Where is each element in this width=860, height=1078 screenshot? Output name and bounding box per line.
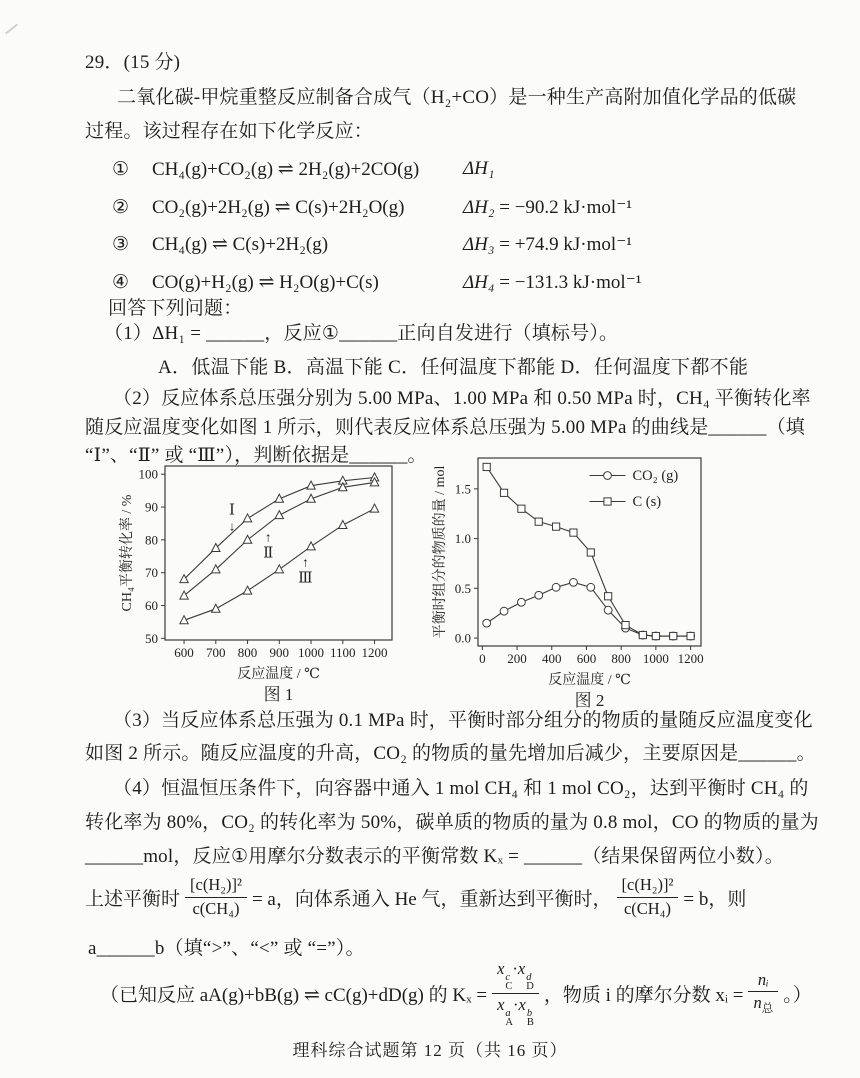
svg-text:50: 50: [145, 630, 158, 646]
svg-text:反应温度 / ℃: 反应温度 / ℃: [548, 673, 631, 688]
svg-text:0: 0: [479, 651, 486, 666]
svg-text:Ⅱ: Ⅱ: [263, 545, 274, 562]
svg-text:↑: ↑: [302, 554, 309, 570]
reaction-row: [112, 196, 792, 219]
svg-text:↑: ↑: [264, 529, 272, 545]
figure-1-chart: [117, 450, 417, 712]
kx-prefix: （已知反应 aA(g)+bB(g) ⇌ cC(g)+dD(g) 的 Kₓ =: [100, 984, 488, 1006]
svg-text:CH₄平衡转化率 / %: CH₄平衡转化率 / %: [120, 494, 135, 612]
svg-text:平衡时组分的物质的量 / mol: 平衡时组分的物质的量 / mol: [433, 465, 448, 639]
kx-definition-line: [100, 958, 812, 1028]
ratio-mid: = a，向体系通入 He 气，重新达到平衡时，: [251, 888, 612, 910]
svg-text:60: 60: [145, 598, 158, 614]
reaction-enthalpy: ΔH₁: [463, 158, 495, 179]
ratio-prefix: 上述平衡时: [85, 888, 181, 910]
svg-text:800: 800: [237, 645, 258, 660]
svg-text:400: 400: [542, 651, 562, 666]
svg-text:90: 90: [145, 499, 158, 515]
svg-text:100: 100: [138, 466, 158, 482]
reaction-number: ④: [112, 272, 130, 293]
question-1: （1）ΔH₁ = ______，反应①______正向自发进行（填标号）。: [104, 323, 619, 344]
svg-text:0.5: 0.5: [454, 580, 471, 596]
intro-line-1: 二氧化碳-甲烷重整反应制备合成气（H₂+CO）是一种生产高附加值化学品的低碳: [117, 87, 797, 108]
question-2-line-1: （2）反应体系总压强分别为 5.00 MPa、1.00 MPa 和 0.50 MPa 时，CH₄ 平衡转化率: [113, 388, 811, 409]
answer-prompt: 回答下列问题：: [108, 298, 243, 319]
h2-ch4-fraction: $\frac{\text{[c(H₂)]²}}{\text{c(CH₄)}}$: [617, 875, 679, 919]
svg-text:0.0: 0.0: [454, 630, 471, 646]
reaction-equation: CH₄(g)+CO₂(g) ⇌ 2H₂(g)+2CO(g): [152, 159, 420, 180]
compare-blank-line: a______b（填“>”、“<” 或 “=”）。: [88, 938, 365, 959]
question-4-line-1: （4）恒温恒压条件下，向容器中通入 1 mol CH₄ 和 1 mol CO₂，达到平衡时 CH₄ 的: [113, 778, 809, 799]
reaction-equation: CO(g)+H₂(g) ⇌ H₂O(g)+C(s): [152, 272, 379, 293]
svg-text:1.0: 1.0: [454, 531, 471, 547]
svg-text:Ⅰ: Ⅰ: [229, 502, 235, 519]
reaction-row: [112, 158, 792, 181]
page-footer: 理科综合试题第 12 页（共 16 页）: [292, 1041, 568, 1060]
h2-ch4-fraction: $\frac{\text{[c(H₂)]²}}{\text{c(CH₄)}}$: [185, 875, 247, 919]
svg-text:200: 200: [507, 651, 527, 666]
kx-suffix: 。）: [783, 984, 812, 1006]
svg-text:Ⅲ: Ⅲ: [298, 570, 313, 587]
question-number: 29．(15 分): [85, 52, 181, 73]
svg-text:↓: ↓: [228, 518, 236, 534]
ratio-suffix: = b，则: [683, 888, 747, 910]
reaction-enthalpy: ΔH₃ = +74.9 kJ·mol⁻¹: [463, 234, 632, 255]
reaction-enthalpy: ΔH₄ = −131.3 kJ·mol⁻¹: [463, 272, 642, 293]
reaction-row: [112, 271, 792, 294]
question-4-line-2: 转化率为 80%，CO₂ 的转化率为 50%，碳单质的物质的量为 0.8 mol，CO 的物质的量为: [85, 812, 819, 833]
svg-text:700: 700: [206, 645, 226, 660]
reaction-equation: CO₂(g)+2H₂(g) ⇌ C(s)+2H₂O(g): [152, 197, 405, 218]
svg-text:C (s): C (s): [632, 494, 662, 510]
reaction-equation: CH₄(g) ⇌ C(s)+2H₂(g): [152, 234, 329, 255]
reaction-number: ③: [112, 234, 130, 255]
figure-2-chart: [426, 446, 728, 708]
svg-text:600: 600: [174, 645, 194, 660]
svg-text:反应温度 / ℃: 反应温度 / ℃: [237, 667, 320, 682]
kx-mid: ，物质 i 的摩尔分数 xᵢ =: [543, 984, 744, 1006]
svg-text:600: 600: [576, 651, 597, 666]
svg-text:1000: 1000: [298, 645, 325, 660]
question-2-line-2: 随反应温度变化如图 1 所示，则代表反应体系总压强为 5.00 MPa 的曲线是______（填: [85, 417, 805, 438]
svg-text:80: 80: [145, 532, 158, 548]
reaction-enthalpy: ΔH₂ = −90.2 kJ·mol⁻¹: [463, 197, 632, 218]
question-2-line-3: “Ⅰ”、“Ⅱ” 或 “Ⅲ”），判断依据是______。: [85, 445, 427, 466]
svg-text:CO₂ (g): CO₂ (g): [632, 468, 679, 484]
svg-text:图 2: 图 2: [574, 691, 605, 708]
question-3-line-2: 如图 2 所示。随反应温度的升高，CO₂ 的物质的量先增加后减少，主要原因是______。: [85, 743, 816, 764]
reaction-number: ①: [112, 159, 130, 180]
svg-text:800: 800: [611, 651, 631, 666]
svg-text:900: 900: [269, 645, 290, 660]
intro-line-2: 过程。该过程存在如下化学反应：: [85, 121, 374, 142]
reaction-number: ②: [112, 197, 130, 218]
question-1-options: A．低温下能 B．高温下能 C．任何温度下都能 D．任何温度下都不能: [158, 357, 749, 378]
question-3-line-1: （3）当反应体系总压强为 0.1 MPa 时，平衡时部分组分的物质的量随反应温度变化: [113, 710, 813, 731]
question-4-line-3: ______mol，反应①用摩尔分数表示的平衡常数 Kₓ = ______（结果保留两位小数）。: [85, 846, 784, 867]
mole-fraction: $\frac{\text{nᵢ}}{n_总}$: [748, 970, 778, 1017]
svg-text:1100: 1100: [330, 645, 356, 660]
reaction-row: [112, 233, 792, 256]
svg-text:图 1: 图 1: [263, 685, 294, 704]
svg-text:1000: 1000: [642, 651, 669, 666]
svg-text:1200: 1200: [677, 651, 704, 666]
svg-text:1200: 1200: [361, 645, 388, 660]
equilibrium-ratio-line: [85, 870, 746, 924]
svg-text:1.5: 1.5: [454, 481, 471, 497]
scan-artifact: [5, 24, 18, 35]
kx-fraction: x c C ·x d D x a A ·x b B: [492, 959, 539, 1028]
svg-text:70: 70: [145, 565, 158, 581]
